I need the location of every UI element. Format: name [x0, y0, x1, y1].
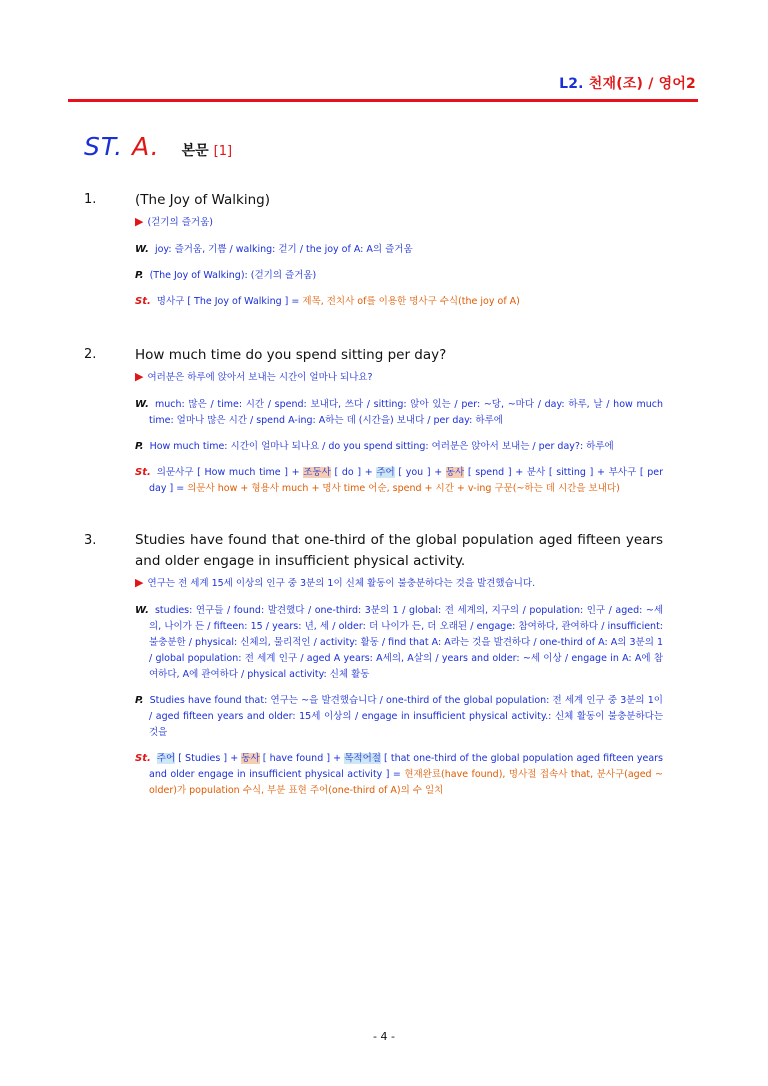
section-heading: [84, 132, 232, 161]
korean-translation: ▶ 연구는 전 세계 15세 이상의 인구 중 3분의 1이 신체 활동이 불충분하다는 것을 발견했습니다.: [135, 576, 536, 589]
item-number: 1.: [84, 192, 97, 207]
phrase-notes: P. Studies have found that: 연구는 ~을 발견했습니다 / one-third of the global population: 전 세계 인구 중 3분의 1이 / aged fifteen years and older: 15세 이상의 / engage in insufficient physical activity.: 신체 활동이 불충분하다는 것을: [135, 695, 663, 738]
phrase-notes: P. (The Joy of Walking): (걷기의 즐거움): [135, 270, 317, 281]
english-sentence: How much time do you spend sitting per day?: [135, 347, 447, 363]
item-number: 2.: [84, 347, 97, 362]
triangle-icon: ▶: [135, 576, 144, 589]
structure-notes: St. 명사구 [ The Joy of Walking ] = 제목, 전치사 of를 이용한 명사구 수식(the joy of A): [135, 296, 520, 307]
publisher: 천재(조): [588, 76, 644, 92]
triangle-icon: ▶: [135, 370, 144, 383]
korean-translation: ▶ (걷기의 즐거움): [135, 215, 213, 228]
item-number: 3.: [84, 533, 97, 548]
word-notes: W. joy: 즐거움, 기쁨 / walking: 걷기 / the joy of A: A의 즐거움: [135, 244, 413, 255]
structure-notes: St. 주어 [ Studies ] + 동사 [ have found ] + 목적어절 [ that one-third of the global population aged fifteen years and older engage in insufficient physical activity ] = 현재완료(have found), 명사절 접속사 that, 분사구(aged ~ older)가 population 수식, 부분 표현 주어(one-third of A)의 수 일치: [135, 753, 664, 796]
subject: 영어2: [658, 76, 696, 92]
course-code: L2.: [559, 76, 584, 92]
page-number: - 4 -: [373, 1030, 395, 1043]
english-sentence: Studies have found that one-third of the global population aged fifteen years and older engage in insufficient physical activity.: [135, 532, 663, 569]
word-notes: W. studies: 연구들 / found: 발견했다 / one-third: 3분의 1 / global: 전 세계의, 지구의 / population: 인구 / aged: ~세의, 나이가 든 / fifteen: 15 / years: 년, 세 / older: 더 나이가 든, 더 오래된 / engage: 참여하다, 관여하다 / insufficient: 불충분한 / physical: 신체의, 물리적인 / activity: 활동 / find that A: A라는 것을 발견하다 / one-third of A: A의 3분의 1 / global population: 전 세계 인구 / aged A years: A세의, A살의 / years and older: ~세 이상 / engage in A: A에 참여하다, A에 관여하다 / physical activity: 신체 활동: [135, 605, 663, 680]
korean-translation: ▶ 여러분은 하루에 앉아서 보내는 시간이 얼마나 되나요?: [135, 370, 373, 383]
triangle-icon: ▶: [135, 215, 144, 228]
structure-notes: St. 의문사구 [ How much time ] + 조동사 [ do ] + 주어 [ you ] + 동사 [ spend ] + 분사 [ sitting ] + 부사구 [ per day ] = 의문사 how + 형용사 much + 명사 time 어순, spend + 시간 + v-ing 구문(~하는 데 시간을 보내다): [135, 467, 663, 494]
section-label: ST. A.: [84, 132, 160, 161]
word-notes: W. much: 많은 / time: 시간 / spend: 보내다, 쓰다 / sitting: 앉아 있는 / per: ~당, ~마다 / day: 하루, 날 / how much time: 얼마나 많은 시간 / spend A-ing: A하는 데 (시간을) 보내다 / per day: 하루에: [135, 399, 663, 426]
page-header: [559, 73, 696, 93]
section-title: 본문: [181, 143, 209, 159]
phrase-notes: P. How much time: 시간이 얼마나 되나요 / do you spend sitting: 여러분은 앉아서 보내는 / per day?: 하루에: [135, 441, 614, 452]
section-bracket: [1]: [213, 144, 233, 159]
header-rule: [68, 99, 698, 102]
english-sentence: (The Joy of Walking): [135, 192, 270, 208]
header-separator: /: [648, 76, 654, 92]
